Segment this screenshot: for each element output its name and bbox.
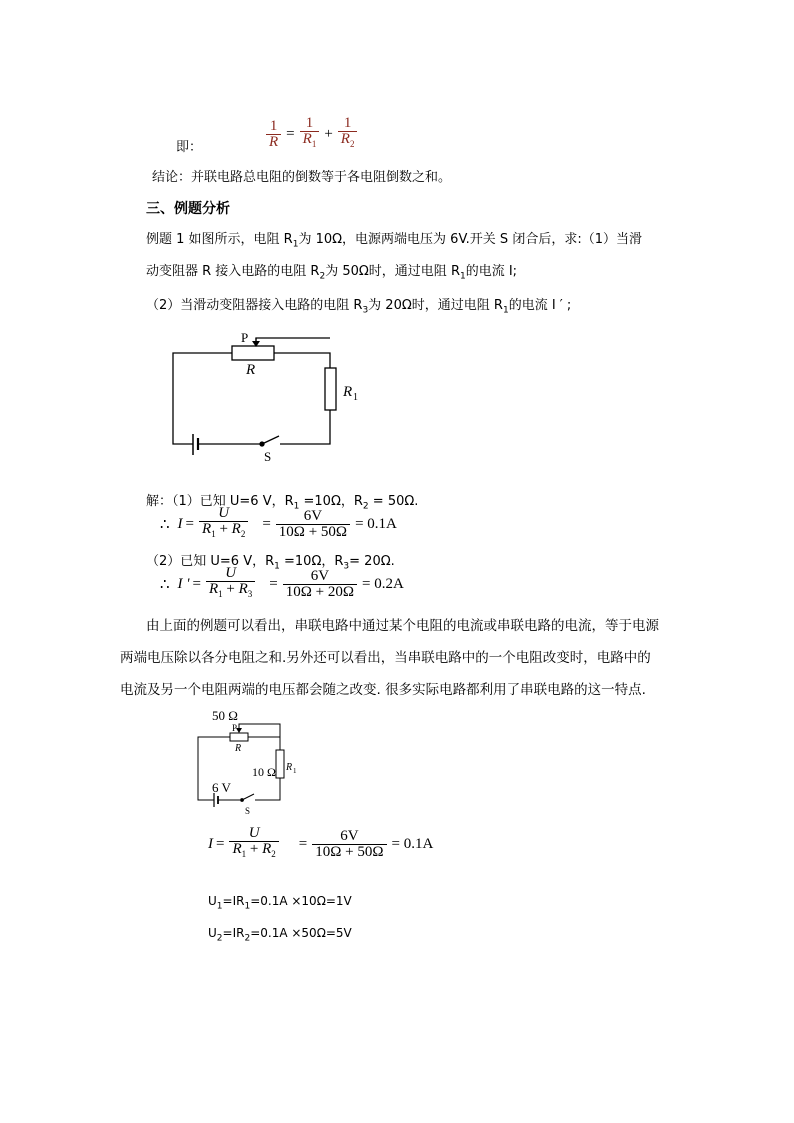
label-r: R (246, 362, 256, 378)
label2-voltage: 6 V (212, 780, 231, 795)
solution-equation-2: ∴ I ' = $\frac{U}{R_1 + R_3}$ = $\frac{6V}{10\Omega + 20\Omega}$ = 0.2A (160, 566, 407, 602)
formula-term1-sub: 1 (311, 139, 317, 149)
rheostat (232, 346, 274, 360)
label2-p: P (232, 723, 238, 733)
switch-blade (262, 436, 279, 444)
rheostat2 (230, 733, 248, 741)
label2-r-value: 50 Ω (212, 708, 238, 723)
wire2-top-right (248, 737, 280, 750)
conclusion-text: 结论：并联电路总电阻的倒数等于各电阻倒数之和。 (152, 170, 452, 185)
label-r1-sub: 1 (353, 392, 358, 403)
switch2-blade (242, 794, 254, 800)
label2-r1: R (286, 762, 293, 773)
section-title: 三、例题分析 (146, 201, 230, 217)
slider-wire (256, 338, 330, 342)
formula-term1-r: R (302, 131, 312, 147)
label2-r1-sub: 1 (293, 767, 297, 775)
paragraph-line-1: 由上面的例题可以看出，串联电路中通过某个电阻的电流或串联电路的电流，等于电源 (146, 618, 659, 634)
label2-s: S (245, 806, 251, 816)
resistor-r1 (325, 368, 336, 410)
label2-r: R (235, 743, 242, 754)
resistor2-r1 (276, 750, 284, 778)
formula-plus: + (324, 125, 333, 142)
formula-term2-numerator: 1 (343, 115, 352, 131)
example-line-3: （2）当滑动变阻器接入电路的电阻 $R_3$为 20Ω时，通过电阻 $R_1$的电流 I ′ ; (146, 298, 572, 316)
circuit-diagram-1 (160, 328, 360, 468)
formula-term2-r: R (340, 131, 350, 147)
solution-line-1: 解：（1）已知 U=6 V，$R_1 =10\Omega$，$R_2 = 50\Omega$. (146, 494, 419, 512)
u1-calculation: $U_1=IR_1=0.1A \times 10\Omega=1V$ (208, 894, 352, 912)
label-p: P (241, 330, 249, 345)
solution-line-2: （2）已知 U=6 V，$R_1 =10\Omega$，$R_3= 20\Omega$. (146, 554, 395, 572)
label-r1: R (343, 384, 353, 400)
formula-term1-numerator: 1 (305, 115, 314, 131)
example-line-2: 动变阻器 R 接入电路的电阻 $R_2$为 50Ω时，通过电阻 $R_1$的电流 I; (146, 264, 518, 282)
label-s: S (264, 449, 272, 464)
formula-term2-sub: 2 (349, 139, 355, 149)
paragraph-line-3: 电流及另一个电阻两端的电压都会随之改变. 很多实际电路都利用了串联电路的这一特点. (120, 682, 646, 698)
u2-calculation: $U_2=IR_2=0.1A \times 50\Omega=5V$ (208, 926, 352, 944)
label2-r1-value: 10 Ω (252, 765, 276, 779)
formula-equals: = (286, 125, 295, 142)
circuit-diagram-2 (190, 702, 300, 818)
wire-left (173, 353, 232, 444)
example-line-1: 例题 1 如图所示，电阻 $R_1$为 10Ω，电源两端电压为 6V.开关 S 闭合后，求:（1）当滑 (146, 232, 642, 250)
paragraph-line-2: 两端电压除以各分电阻之和.另外还可以看出，当串联电路中的一个电阻改变时，电路中的 (120, 650, 651, 666)
wire2-right (255, 778, 280, 800)
equation-3: I = $\frac{U}{R_1 + R_2}$ = $\frac{6V}{10\Omega + 50\Omega}$ = 0.1A (208, 826, 436, 862)
wire-right (280, 410, 330, 444)
parallel-resistance-formula (264, 116, 359, 152)
wire-top-right (274, 353, 330, 368)
formula-lhs-numerator: 1 (269, 117, 278, 134)
formula-lhs-denominator: R (266, 134, 281, 150)
solution-equation-1: ∴ I = $\frac{U}{R_1 + R_2}$ = $\frac{6V}{10\Omega + 50\Omega}$ = 0.1A (160, 506, 400, 542)
formula-label: 即： (176, 140, 203, 155)
